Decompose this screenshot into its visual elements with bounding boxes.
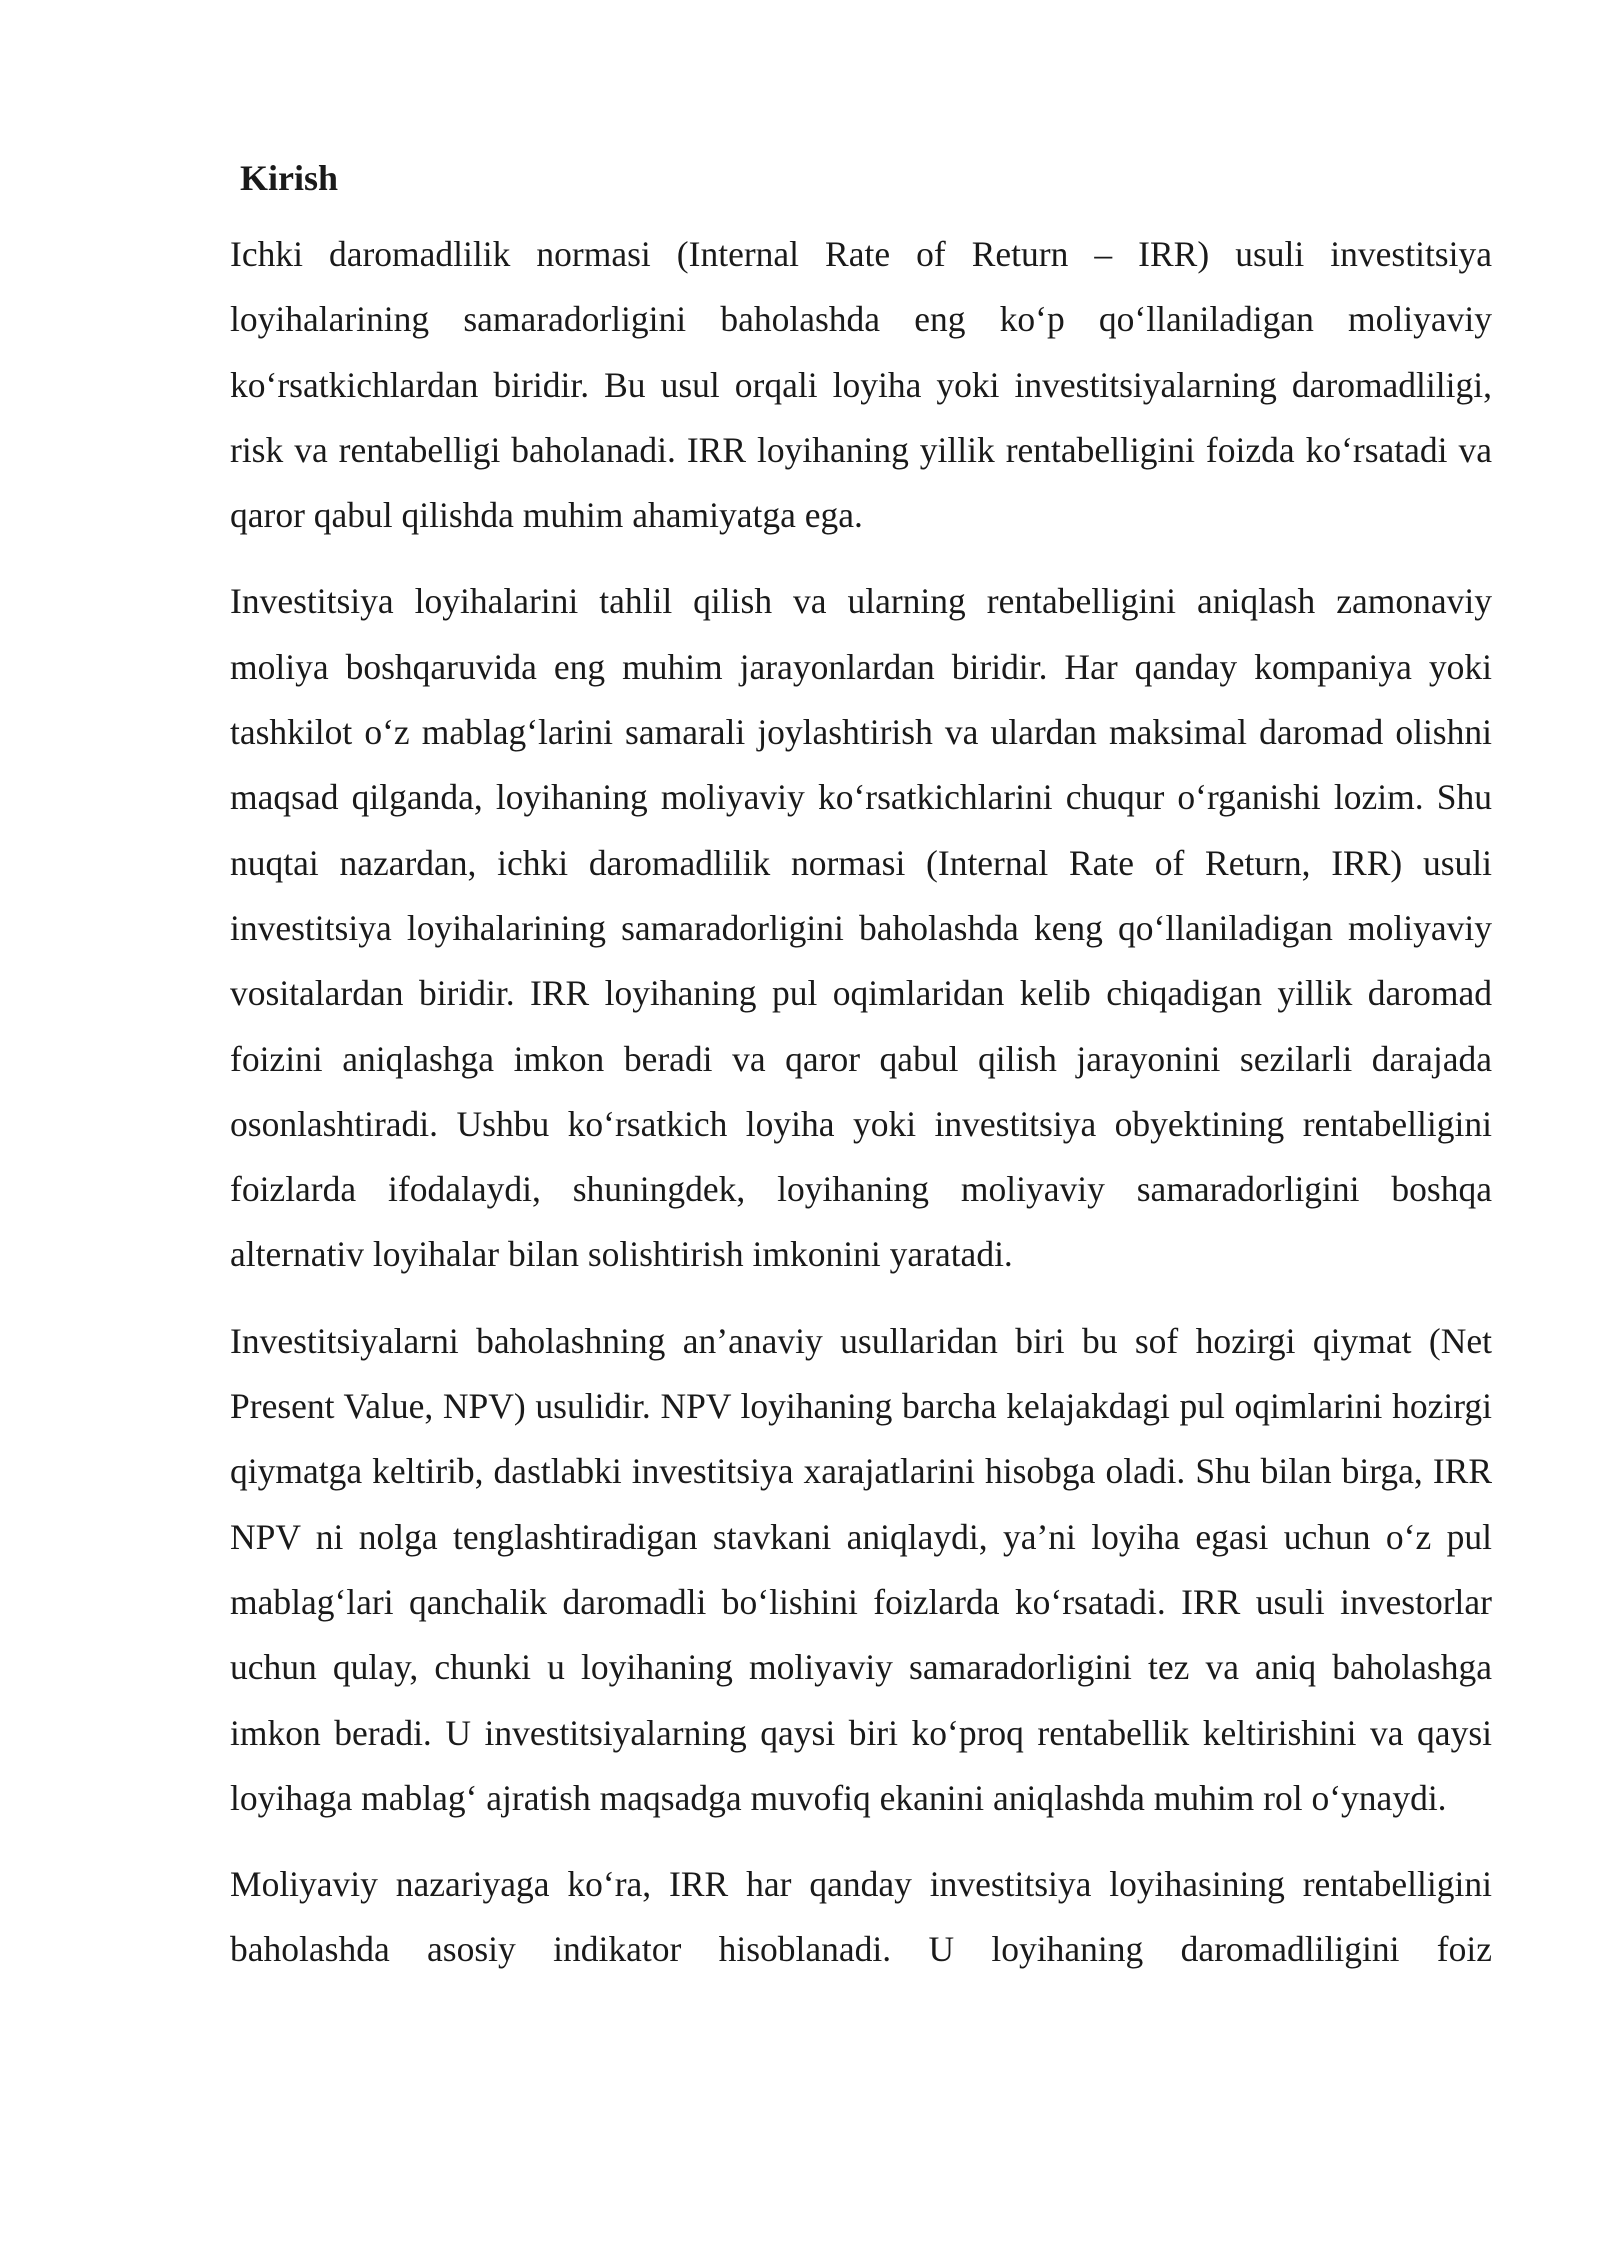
- section-heading: Kirish: [240, 158, 339, 198]
- paragraph: Ichki daromadlilik normasi (Internal Rate of Return – IRR) usuli investitsiya loyihalarining samaradorligini baholashda eng ko‘p qo‘llaniladigan moliyaviy ko‘rsatkichlardan biridir. Bu usul orqali loyiha yoki investitsiyalarning daromadliligi, risk va rentabelligi baholanadi. IRR loyihaning yillik rentabelligini foizda ko‘rsatadi va qaror qabul qilishda muhim ahamiyatga ega.: [230, 234, 1492, 536]
- document-body: [230, 148, 1492, 1982]
- paragraph: Investitsiya loyihalarini tahlil qilish va ularning rentabelligini aniqlash zamonaviy moliya boshqaruvida eng muhim jarayonlardan biridir. Har qanday kompaniya yoki tashkilot o‘z mablag‘larini samarali joylashtirish va ulardan maksimal daromad olishni maqsad qilganda, loyihaning moliyaviy ko‘rsatkichlarini chuqur o‘rganishi lozim. Shu nuqtai nazardan, ichki daromadlilik normasi (Internal Rate of Return, IRR) usuli investitsiya loyihalarining samaradorligini baholashda keng qo‘llaniladigan moliyaviy vositalardan biridir. IRR loyihaning pul oqimlaridan kelib chiqadigan yillik daromad foizini aniqlashga imkon beradi va qaror qabul qilish jarayonini sezilarli darajada osonlashtiradi. Ushbu ko‘rsatkich loyiha yoki investitsiya obyektining rentabelligini foizlarda ifodalaydi, shuningdek, loyihaning moliyaviy samaradorligini boshqa alternativ loyihalar bilan solishtirish imkonini yaratadi.: [230, 581, 1492, 1275]
- paragraph: Investitsiyalarni baholashning an’anaviy usullaridan biri bu sof hozirgi qiymat (Net Present Value, NPV) usulidir. NPV loyihaning barcha kelajakdagi pul oqimlarini hozirgi qiymatga keltirib, dastlabki investitsiya xarajatlarini hisobga oladi. Shu bilan birga, IRR NPV ni nolga tenglashtiradigan stavkani aniqlaydi, ya’ni loyiha egasi uchun o‘z pul mablag‘lari qanchalik daromadli bo‘lishini foizlarda ko‘rsatadi. IRR usuli investorlar uchun qulay, chunki u loyihaning moliyaviy samaradorligini tez va aniq baholashga imkon beradi. U investitsiyalarning qaysi biri ko‘proq rentabellik keltirishini va qaysi loyihaga mablag‘ ajratish maqsadga muvofiq ekanini aniqlashda muhim rol o‘ynaydi.: [230, 1320, 1492, 1818]
- paragraph-continued: Moliyaviy nazariyaga ko‘ra, IRR har qanday investitsiya loyihasining rentabelligini baholashda asosiy indikator hisoblanadi. U loyihaning daromadliligini foiz: [230, 1864, 1492, 1970]
